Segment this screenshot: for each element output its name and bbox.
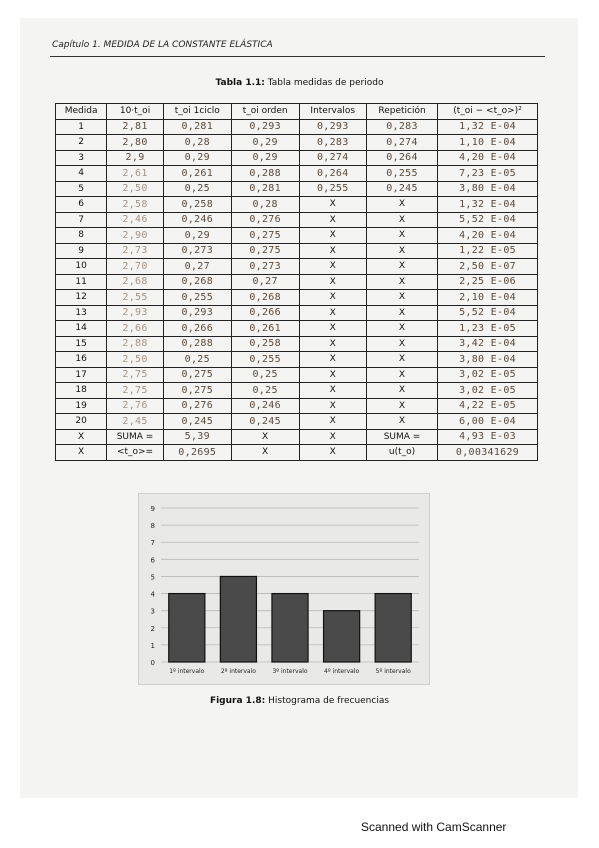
table-cell: 0,288 [231, 166, 299, 182]
table-cell: 2,68 [107, 274, 164, 290]
table-cell: 19 [56, 398, 107, 414]
table-cell: 2,81 [107, 119, 164, 135]
y-tick-label: 3 [150, 607, 155, 616]
table-cell: SUMA = [366, 429, 437, 445]
table-cell: X [56, 429, 107, 445]
table-cell: 0,274 [366, 135, 437, 151]
table-cell: 4,20 E-04 [438, 228, 538, 244]
x-category-label: 3º intervalo [272, 668, 308, 675]
table-row [56, 367, 538, 383]
table-cell: X [366, 367, 437, 383]
table-row [56, 259, 538, 275]
table-cell: 5,39 [163, 429, 231, 445]
header-rule [50, 56, 545, 57]
table-cell: X [366, 274, 437, 290]
table-header-row [56, 104, 538, 120]
table-cell: 4,20 E-04 [438, 150, 538, 166]
table-cell: X [299, 228, 366, 244]
table-caption [0, 78, 599, 88]
table-row [56, 150, 538, 166]
table-cell: 0,275 [163, 367, 231, 383]
table-cell: 5,52 E-04 [438, 212, 538, 228]
table-cell: 1,23 E-05 [438, 321, 538, 337]
table-cell: 2,55 [107, 290, 164, 306]
table-cell: 0,255 [231, 352, 299, 368]
table-cell: X [366, 197, 437, 213]
table-cell: 2,75 [107, 383, 164, 399]
table-cell: 0,246 [231, 398, 299, 414]
table-cell: 0,283 [366, 119, 437, 135]
table-cell: 8 [56, 228, 107, 244]
header-intervalos: Intervalos [299, 104, 366, 120]
table-cell: 18 [56, 383, 107, 399]
table-cell: X [366, 336, 437, 352]
table-cell: 0,27 [231, 274, 299, 290]
table-cell: u(t_o) [366, 445, 437, 461]
table-cell: X [299, 212, 366, 228]
table-row [56, 321, 538, 337]
table-row [56, 352, 538, 368]
table-cell: X [299, 352, 366, 368]
table-cell: 2,46 [107, 212, 164, 228]
table-cell: 0,266 [231, 305, 299, 321]
table-cell: 2,66 [107, 321, 164, 337]
table-cell: 0,25 [163, 181, 231, 197]
table-cell: 0,255 [299, 181, 366, 197]
table-cell: 6 [56, 197, 107, 213]
table-cell: 0,25 [231, 383, 299, 399]
header-squared-deviation: (t_oi − <t_o>)² [438, 104, 538, 120]
table-cell: 0,266 [163, 321, 231, 337]
table-cell: 2,80 [107, 135, 164, 151]
table-row [56, 383, 538, 399]
table-cell: 2 [56, 135, 107, 151]
table-cell: 13 [56, 305, 107, 321]
figure-caption-text: Histograma de frecuencias [268, 696, 390, 706]
header-toi-orden: t_oi orden [231, 104, 299, 120]
header-medida: Medida [56, 104, 107, 120]
table-cell: 2,73 [107, 243, 164, 259]
table-cell: 0,274 [299, 150, 366, 166]
table-row [56, 274, 538, 290]
table-cell: X [299, 305, 366, 321]
table-cell: X [299, 290, 366, 306]
table-cell: 0,29 [231, 135, 299, 151]
table-cell: 0,276 [163, 398, 231, 414]
table-cell: 0,27 [163, 259, 231, 275]
table-cell: X [366, 414, 437, 430]
table-cell: <t_o>= [107, 445, 164, 461]
table-cell: X [299, 367, 366, 383]
table-cell: 0,288 [163, 336, 231, 352]
table-cell: 0,264 [299, 166, 366, 182]
y-tick-label: 0 [150, 659, 155, 667]
table-cell: 1,32 E-04 [438, 197, 538, 213]
table-cell: X [299, 321, 366, 337]
table-cell: 2,75 [107, 367, 164, 383]
x-category-label: 5º intervalo [375, 668, 411, 675]
x-category-label: 4º intervalo [324, 668, 360, 675]
table-row [56, 228, 538, 244]
histogram-bar [272, 594, 308, 662]
table-cell: X [366, 243, 437, 259]
table-cell: 2,88 [107, 336, 164, 352]
table-row [56, 336, 538, 352]
table-cell: 1,32 E-04 [438, 119, 538, 135]
table-cell: 7 [56, 212, 107, 228]
table-cell: 2,50 E-07 [438, 259, 538, 275]
x-category-label: 1º intervalo [169, 668, 205, 675]
period-measurements-table [55, 103, 538, 461]
table-row [56, 398, 538, 414]
scanner-watermark: Scanned with CamScanner [361, 820, 507, 834]
table-cell: 0,255 [366, 166, 437, 182]
table-cell: 0,268 [163, 274, 231, 290]
table-cell: X [299, 259, 366, 275]
table-cell: 2,9 [107, 150, 164, 166]
sum-row [56, 429, 538, 445]
table-cell: X [299, 243, 366, 259]
table-cell: X [299, 445, 366, 461]
histogram-svg [139, 494, 429, 684]
table-cell: 0,281 [163, 119, 231, 135]
table-cell: 2,45 [107, 414, 164, 430]
table-cell: 0,00341629 [438, 445, 538, 461]
table-cell: X [366, 290, 437, 306]
table-cell: 2,61 [107, 166, 164, 182]
table-cell: 1,10 E-04 [438, 135, 538, 151]
table-cell: 2,50 [107, 181, 164, 197]
table-cell: 0,273 [163, 243, 231, 259]
table-cell: 0,29 [163, 228, 231, 244]
table-cell: 3,02 E-05 [438, 383, 538, 399]
header-repeticion: Repetición [366, 104, 437, 120]
table-cell: 0,261 [163, 166, 231, 182]
table-row [56, 305, 538, 321]
table-row [56, 135, 538, 151]
table-cell: X [299, 197, 366, 213]
table-row [56, 181, 538, 197]
table-cell: 20 [56, 414, 107, 430]
table-cell: X [299, 429, 366, 445]
table-cell: 7,23 E-05 [438, 166, 538, 182]
table-body [56, 119, 538, 460]
table-cell: 0,273 [231, 259, 299, 275]
table-cell: 3,80 E-04 [438, 181, 538, 197]
table-cell: 6,00 E-04 [438, 414, 538, 430]
table-cell: 16 [56, 352, 107, 368]
table-cell: 17 [56, 367, 107, 383]
y-tick-label: 1 [150, 641, 155, 650]
table-cell: 3 [56, 150, 107, 166]
table-cell: 0,25 [163, 352, 231, 368]
y-tick-label: 6 [150, 556, 155, 565]
table-row [56, 290, 538, 306]
table-cell: 0,261 [231, 321, 299, 337]
table-cell: 0,293 [299, 119, 366, 135]
table-cell: 0,264 [366, 150, 437, 166]
y-tick-label: 9 [150, 505, 155, 513]
table-cell: 0,275 [163, 383, 231, 399]
table-cell: X [231, 445, 299, 461]
table-row [56, 197, 538, 213]
table-cell: X [366, 352, 437, 368]
table-cell: 0,25 [231, 367, 299, 383]
table-cell: 5,52 E-04 [438, 305, 538, 321]
table-cell: 0,246 [163, 212, 231, 228]
table-cell: 0,255 [163, 290, 231, 306]
y-tick-label: 4 [150, 590, 155, 599]
table-row [56, 119, 538, 135]
table-cell: 0,268 [231, 290, 299, 306]
table-cell: 2,10 E-04 [438, 290, 538, 306]
table-cell: X [366, 305, 437, 321]
table-cell: X [231, 429, 299, 445]
table-cell: 11 [56, 274, 107, 290]
table-cell: 0,28 [163, 135, 231, 151]
table-cell: 1 [56, 119, 107, 135]
table-cell: 15 [56, 336, 107, 352]
table-cell: X [56, 445, 107, 461]
table-cell: X [299, 414, 366, 430]
table-cell: 4,22 E-05 [438, 398, 538, 414]
table-cell: SUMA = [107, 429, 164, 445]
table-cell: 0,293 [231, 119, 299, 135]
chapter-header: Capítulo 1. MEDIDA DE LA CONSTANTE ELÁSTICA [52, 40, 273, 50]
table-caption-label: Tabla 1.1: [215, 78, 265, 88]
table-cell: X [366, 259, 437, 275]
table-cell: 2,50 [107, 352, 164, 368]
table-cell: 4 [56, 166, 107, 182]
table-cell: 0,245 [231, 414, 299, 430]
table-cell: 2,58 [107, 197, 164, 213]
table-cell: 5 [56, 181, 107, 197]
y-tick-label: 2 [150, 624, 155, 633]
table-cell: 3,42 E-04 [438, 336, 538, 352]
table-cell: 2,70 [107, 259, 164, 275]
table-cell: X [366, 383, 437, 399]
table-cell: X [299, 398, 366, 414]
table-cell: X [299, 274, 366, 290]
histogram-bar [169, 594, 205, 662]
table-cell: 0,275 [231, 243, 299, 259]
table-row [56, 212, 538, 228]
table-cell: X [299, 383, 366, 399]
mean-row [56, 445, 538, 461]
table-cell: 2,25 E-06 [438, 274, 538, 290]
table-cell: 10 [56, 259, 107, 275]
table-row [56, 166, 538, 182]
table-cell: 3,02 E-05 [438, 367, 538, 383]
table-cell: 2,90 [107, 228, 164, 244]
table-cell: 2,76 [107, 398, 164, 414]
histogram-chart [138, 493, 430, 685]
x-category-label: 2º intervalo [220, 668, 256, 675]
table-cell: X [366, 398, 437, 414]
table-cell: 0,258 [163, 197, 231, 213]
table-cell: 14 [56, 321, 107, 337]
header-10-toi: 10·t_oi [107, 104, 164, 120]
histogram-bar [324, 611, 360, 662]
table-cell: 0,245 [366, 181, 437, 197]
table-cell: 0,2695 [163, 445, 231, 461]
histogram-bar [375, 594, 411, 662]
table-cell: 9 [56, 243, 107, 259]
y-tick-label: 7 [150, 539, 155, 548]
header-toi-1ciclo: t_oi 1ciclo [163, 104, 231, 120]
histogram-bar [220, 576, 256, 662]
table-cell: 0,28 [231, 197, 299, 213]
table-cell: 0,245 [163, 414, 231, 430]
y-tick-label: 8 [150, 522, 155, 531]
table-row [56, 414, 538, 430]
table-cell: X [299, 336, 366, 352]
table-cell: 0,275 [231, 228, 299, 244]
table-cell: 0,283 [299, 135, 366, 151]
table-cell: X [366, 321, 437, 337]
table-cell: 0,281 [231, 181, 299, 197]
table-cell: 0,29 [231, 150, 299, 166]
table-cell: X [366, 228, 437, 244]
table-cell: 2,93 [107, 305, 164, 321]
table-cell: 0,293 [163, 305, 231, 321]
figure-caption [0, 696, 599, 706]
y-tick-label: 5 [150, 573, 155, 582]
table-cell: 4,93 E-03 [438, 429, 538, 445]
table-cell: 1,22 E-05 [438, 243, 538, 259]
table-cell: 0,258 [231, 336, 299, 352]
table-cell: X [366, 212, 437, 228]
table-cell: 3,80 E-04 [438, 352, 538, 368]
table-cell: 12 [56, 290, 107, 306]
table-caption-text: Tabla medidas de periodo [267, 78, 384, 88]
figure-caption-label: Figura 1.8: [209, 696, 266, 706]
table-row [56, 243, 538, 259]
table-cell: 0,29 [163, 150, 231, 166]
table-cell: 0,276 [231, 212, 299, 228]
